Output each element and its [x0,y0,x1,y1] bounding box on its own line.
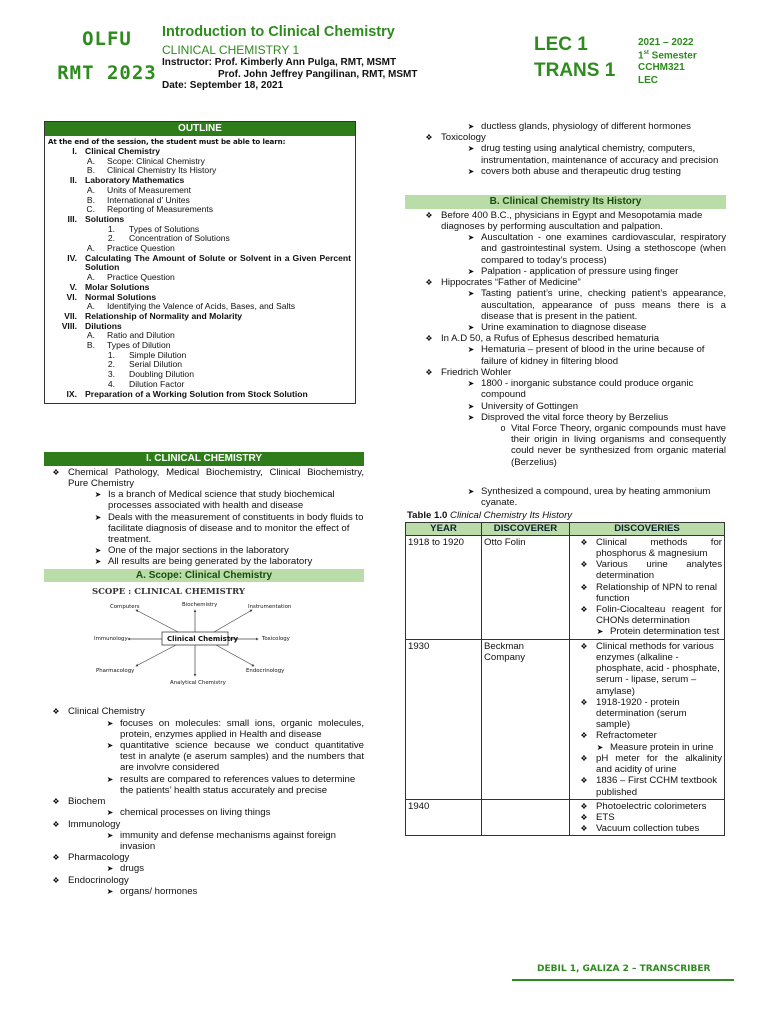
course-meta [638,37,697,87]
scope-node-analytical-chemistry: Analytical Chemistry [170,680,226,687]
outline-intro: At the end of the session, the student must be able to learn: [48,136,286,146]
table-cell-year: 1918 to 1920 [406,535,482,639]
outline-item-number: 2. [107,359,115,370]
list-item-text: All results are being generated by the laboratory [108,556,313,568]
discovery-text: Vacuum collection tubes [596,823,700,835]
list-item-text: results are compared to references values to determine the patients’ health status accurately and precise [120,773,356,796]
list-item [100,830,364,852]
arrow-bullet-icon: ➤ [467,486,475,496]
outline-item [45,215,355,225]
section1-list [44,467,364,568]
outline-item-number: IX. [66,388,77,399]
list-item [461,288,726,322]
list-item-text: Toxicology [441,132,486,144]
outline-item-number: 3. [107,369,115,380]
table-cell-discoveries [570,535,725,639]
list-item [100,774,364,796]
discovery-item [572,537,722,559]
diamond-bullet-icon: ❖ [580,537,588,547]
list-item-text: drug testing using analytical chemistry, computers, instrumentation, maintenance of accuracy and precision [481,143,719,166]
diamond-bullet-icon: ❖ [580,641,588,651]
outline-item-number: A. [86,301,95,312]
discovery-item [572,697,722,731]
diamond-bullet-icon: ❖ [580,697,588,707]
discovery-text: pH meter for the alkalinity and acidity of urine [596,752,722,776]
arrow-bullet-icon: ➤ [106,808,114,818]
scope-diagram [92,588,298,700]
school-year: 2021 – 2022 [638,37,694,48]
outline-item-number: A. [86,184,95,195]
list-item [100,863,364,874]
list-item-text: Vital Force Theory, organic compounds must have their origin in living organisms and consequently could never be synthesized from organic material (Berzelius) [511,422,726,468]
history-table [405,522,725,836]
list-item [461,143,726,165]
list-item [495,423,726,468]
diamond-bullet-icon: ❖ [580,560,588,570]
list-item-text: In A.D 50, a Rufus of Ephesus described hematuria [441,333,660,345]
list-item [100,718,364,740]
table-header-year: YEAR [406,523,482,535]
circle-bullet-icon: o [500,422,506,433]
outline-item-number: A. [86,155,95,166]
diamond-bullet-icon: ❖ [580,605,588,614]
footer-transcriber: DEBIL 1, GALIZA 2 – TRANSCRIBER [537,964,711,974]
table-cell-discoveries [570,639,725,799]
table-cell-year: 1930 [406,639,482,799]
diamond-bullet-icon: ❖ [580,824,588,834]
table-caption: Table 1.0 Clinical Chemistry Its History [407,510,573,522]
discovery-text: ETS [596,811,615,823]
list-item-text: quantitative science because we conduct quantitative test in analyte (e aserum samples) and the numbers that are involvre considered [120,740,364,774]
list-item-text: Immunology [68,818,121,830]
outline-item-text: Normal Solutions [85,291,157,302]
outline-item-text: Laboratory Mathematics [85,175,185,186]
outline-item-number: 1. [107,349,115,360]
list-item [461,166,726,177]
list-item [44,819,364,830]
list-item-text: Clinical Chemistry [68,706,145,718]
scope-node-biochemistry: Biochemistry [182,602,218,609]
diamond-bullet-icon: ❖ [52,875,60,885]
list-item-text: focuses on molecules: small ions, organic molecules, protein, enzymes applied in Health and disease [120,717,364,740]
diamond-bullet-icon: ❖ [425,210,433,220]
list-item-text: Before 400 B.C., physicians in Egypt and Mesopotamia made diagnoses by performing auscultation and palpation. [441,209,703,232]
list-item-text: immunity and defense mechanisms against foreign invasion [120,829,336,852]
subsection-heading-history: B. Clinical Chemistry Its History [405,195,726,209]
list-item [100,807,364,818]
diamond-bullet-icon: ❖ [425,367,433,377]
outline-item-text: Practice Question [107,272,175,283]
outline-item-text: Relationship of Normality and Molarity [85,310,243,321]
outline-item [45,360,355,370]
list-item-text: Chemical Pathology, Medical Biochemistry, Clinical Biochemistry, Pure Chemistry [68,466,364,489]
arrow-bullet-icon: ➤ [596,627,604,637]
list-item [100,740,364,774]
outline-item-number: A. [86,272,95,283]
arrow-bullet-icon: ➤ [596,742,604,752]
discovery-item [572,753,722,775]
outline-item [45,254,355,273]
course-type: LEC [638,74,658,86]
outline-item-number: B. [86,194,95,205]
outline-item-text: Dilution Factor [129,378,185,389]
discovery-text: Protein determination test [610,626,720,638]
outline-item [45,390,355,400]
list-item-text: Disproved the vital force theory by Berzelius [481,411,669,423]
discovery-item [572,742,722,753]
outline-item-number: 1. [107,223,115,234]
toxicology-list [405,121,726,177]
lecture-badge [534,32,615,83]
discovery-item [572,626,722,637]
list-item-text: ductless glands, physiology of different hormones [481,121,691,132]
outline-item-number: 2. [107,233,115,244]
list-item-text: covers both abuse and therapeutic drug testing [481,165,682,177]
list-item-text: organs/ hormones [120,885,198,897]
outline-item-number: VI. [66,291,77,302]
lecture-number: LEC 1 [534,34,588,55]
semester: 1st Semester [638,49,697,61]
list-item-text: University of Gottingen [481,400,579,412]
outline-item-text: Types of Dilution [107,340,171,351]
outline-item-text: Molar Solutions [85,281,150,292]
table-header-discoverer: DISCOVERER [482,523,570,535]
outline-item-text: Types of Solutions [129,223,200,234]
diamond-bullet-icon: ❖ [580,753,588,763]
list-item-text: Friedrich Wohler [441,366,512,378]
list-item [417,333,726,344]
arrow-bullet-icon: ➤ [467,289,475,299]
list-item-text: Palpation - application of pressure using finger [481,265,679,277]
discovery-text: Photoelectric colorimeters [596,800,707,812]
discovery-text: 1836 – First CCHM textbook published [596,775,718,798]
list-item [461,378,726,400]
discovery-item [572,812,722,823]
arrow-bullet-icon: ➤ [106,830,114,840]
list-item-text: chemical processes on living things [120,807,271,819]
discovery-text: 1918-1920 - protein determination (serum sample) [596,696,687,731]
discovery-item [572,641,722,697]
arrow-bullet-icon: ➤ [94,512,102,522]
scope-node-computers: Computers [110,604,140,611]
arrow-bullet-icon: ➤ [467,122,475,131]
school-name: OLFU [82,28,132,50]
diamond-bullet-icon: ❖ [52,819,60,829]
course-subtitle: CLINICAL CHEMISTRY 1 [162,42,300,57]
list-item-text: Auscultation - one examines cardiovascular, respiratory and gastrointestinal system. Using a stethoscope (when compared to today’s process) [481,232,726,266]
outline-item-text: Doubling Dilution [129,369,194,380]
footer-rule [512,979,734,981]
outline-item-text: Dilutions [85,320,122,331]
outline-item-number: V. [69,281,77,292]
table-row [406,799,725,836]
discovery-text: Clinical methods for phosphorus & magnesium [596,536,722,559]
discovery-item [572,582,722,604]
list-item [100,886,364,897]
outline-item-number: C. [86,204,95,215]
instructor-line-2: Prof. John Jeffrey Pangilinan, RMT, MSMT [218,68,418,80]
list-item-text: Biochem [68,796,106,808]
diamond-bullet-icon: ❖ [425,133,433,143]
outline-item-number: A. [86,243,95,254]
outline-item-text: Units of Measurement [107,184,192,195]
outline-heading: OUTLINE [45,122,355,136]
diamond-bullet-icon: ❖ [425,334,433,344]
right-column [405,121,726,836]
outline-item-number: III. [67,213,77,224]
outline-item-number: IV. [67,252,77,263]
discovery-text: Measure protein in urine [610,741,714,753]
list-item-text: Pharmacology [68,852,130,864]
history-table-body [406,535,725,836]
discovery-text: Relationship of NPN to renal function [596,581,718,604]
arrow-bullet-icon: ➤ [106,741,114,750]
diamond-bullet-icon: ❖ [580,812,588,822]
diamond-bullet-icon: ❖ [580,731,588,741]
list-item-text: drugs [120,863,144,875]
outline-item-number: A. [86,330,95,341]
scope-node-pharmacology: Pharmacology [96,668,135,675]
outline-item-number: 4. [107,378,115,389]
discovery-item [572,559,722,581]
outline-item-text: Serial Dilution [129,359,183,370]
list-item-text: Synthesized a compound, urea by heating ammonium cyanate. [481,485,711,509]
lecture-date: Date: September 18, 2021 [162,80,284,92]
discovery-item [572,730,722,741]
diamond-bullet-icon: ❖ [425,278,433,288]
list-item [417,132,726,143]
outline-item-text: Solutions [85,213,125,224]
transcript-number: TRANS 1 [534,59,616,81]
diamond-bullet-icon: ❖ [52,853,60,863]
table-row [406,639,725,799]
scope-node-endocrinology: Endocrinology [246,668,285,675]
list-item [88,489,364,511]
outline-item-text: International d’ Unites [107,194,190,205]
diamond-bullet-icon: ❖ [52,467,60,477]
list-item [88,556,364,567]
arrow-bullet-icon: ➤ [106,718,114,728]
list-item [461,486,726,508]
arrow-bullet-icon: ➤ [467,379,475,389]
program-name: RMT 2023 [57,62,157,85]
list-item [417,277,726,288]
discovery-item [572,823,722,834]
discovery-item [572,604,722,626]
discovery-item [572,801,722,812]
history-list [405,210,726,508]
outline-item [45,351,355,361]
list-item-text: One of the major sections in the laboratory [108,545,289,557]
outline-item-text: Simple Dilution [129,349,187,360]
scope-diagram-title: SCOPE : CLINICAL CHEMISTRY [92,587,245,598]
outline-item-text: Clinical Chemistry Its History [107,165,217,176]
list-item [461,344,726,366]
outline-item [45,341,355,351]
list-item [88,545,364,556]
list-item [88,512,364,546]
course-code: CCHM321 [638,62,685,74]
table-cell-discoveries [570,799,725,836]
table-cell-discoverer [482,799,570,836]
outline-list [45,147,355,403]
section-heading-clinical-chemistry: I. CLINICAL CHEMISTRY [44,452,364,466]
arrow-bullet-icon: ➤ [106,774,114,784]
list-item [44,875,364,886]
list-item [461,232,726,266]
subsection-heading-scope: A. Scope: Clinical Chemistry [44,569,364,583]
outline-item-number: II. [69,175,77,186]
list-item [461,266,726,277]
arrow-bullet-icon: ➤ [467,401,475,411]
instructor-line-1: Instructor: Prof. Kimberly Ann Pulga, RMT, MSMT [162,56,397,68]
arrow-bullet-icon: ➤ [94,546,102,556]
outline-item-number: VII. [64,310,77,321]
outline-item-text: Reporting of Measurements [107,204,214,215]
arrow-bullet-icon: ➤ [467,144,475,154]
scope-node-immunology: Immunology [94,636,128,643]
arrow-bullet-icon: ➤ [106,864,114,874]
arrow-bullet-icon: ➤ [467,322,475,332]
arrow-bullet-icon: ➤ [467,166,475,176]
discovery-text: Folin-Ciocalteau reagent for CHONs determination [596,604,722,627]
list-item-text: Endocrinology [68,874,129,886]
list-item [44,852,364,863]
diamond-bullet-icon: ❖ [580,801,588,811]
outline-item-text: Scope: Clinical Chemistry [107,155,205,166]
list-item [461,412,726,423]
list-item-text: 1800 - inorganic substance could produce organic compound [481,378,694,401]
list-item [461,401,726,412]
header-info [162,24,462,92]
scope-node-toxicology: Toxicology [262,636,290,643]
brand-block [52,28,162,84]
arrow-bullet-icon: ➤ [467,266,475,276]
table-header-discoveries: DISCOVERIES [570,523,725,535]
list-item [417,210,726,232]
scope-list [44,706,364,897]
diamond-bullet-icon: ❖ [580,776,588,786]
discovery-text: Clinical methods for various enzymes (alkaline - phosphate, acid - phosphate, serum - lipase, serum – amylase) [596,640,720,697]
list-item-text: Tasting patient’s urine, checking patient’s appearance, auscultation, appearance of puss means there is a disease that is present in the patient. [481,288,726,322]
list-item-text: Deals with the measurement of constituents in body fluids to facilitate diagnosis of disease and to monitor the effect of treatment. [108,511,364,545]
table-cell-discoverer: Beckman Company [482,639,570,799]
outline-item [45,370,355,380]
list-item [44,467,364,489]
outline-item-text: Practice Question [107,243,175,254]
list-item [417,367,726,378]
outline-item-text: Clinical Chemistry [85,145,160,156]
scope-node-instrumentation: Instrumentation [248,604,292,611]
discovery-text: Various urine analytes determination [596,559,722,582]
list-item [44,706,364,717]
table-cell-year: 1940 [406,799,482,836]
page-title: Introduction to Clinical Chemistry [162,24,395,40]
list-item [461,322,726,333]
list-item-text: Urine examination to diagnose disease [481,321,647,333]
arrow-bullet-icon: ➤ [467,412,475,422]
list-item-text: Hematuria – present of blood in the urine because of failure of kidney in filtering blood [481,344,705,367]
arrow-bullet-icon: ➤ [94,490,102,500]
outline-item-text: Ratio and Dilution [107,330,175,341]
arrow-bullet-icon: ➤ [467,233,475,243]
outline-item-text: Identifying the Valence of Acids, Bases, and Salts [107,301,296,312]
outline-item-text: Preparation of a Working Solution from Stock Solution [85,388,308,399]
outline-item-number: B. [86,340,95,351]
outline-item-text: Calculating The Amount of Solute or Solvent in a Given Percent Solution [85,252,351,273]
table-cell-discoverer: Otto Folin [482,535,570,639]
list-item-text: Hippocrates “Father of Medicine” [441,277,581,289]
arrow-bullet-icon: ➤ [94,557,102,567]
outline-item-number: I. [72,145,77,156]
diamond-bullet-icon: ❖ [52,797,60,807]
diamond-bullet-icon: ❖ [52,707,60,717]
scope-node-center: Clinical Chemistry [167,635,239,644]
discovery-item [572,775,722,797]
left-column [44,452,364,897]
list-item [44,796,364,807]
arrow-bullet-icon: ➤ [106,886,114,896]
list-item [461,121,726,132]
diamond-bullet-icon: ❖ [580,582,588,592]
list-item-text: Is a branch of Medical science that study biochemical processes associated with health and disease [108,489,335,512]
arrow-bullet-icon: ➤ [467,345,475,355]
outline-box [44,121,356,404]
outline-item-number: B. [86,165,95,176]
outline-item-number: VIII. [61,320,77,331]
discovery-text: Refractometer [596,730,657,742]
outline-item-text: Concentration of Solutions [129,233,230,244]
table-row [406,535,725,639]
